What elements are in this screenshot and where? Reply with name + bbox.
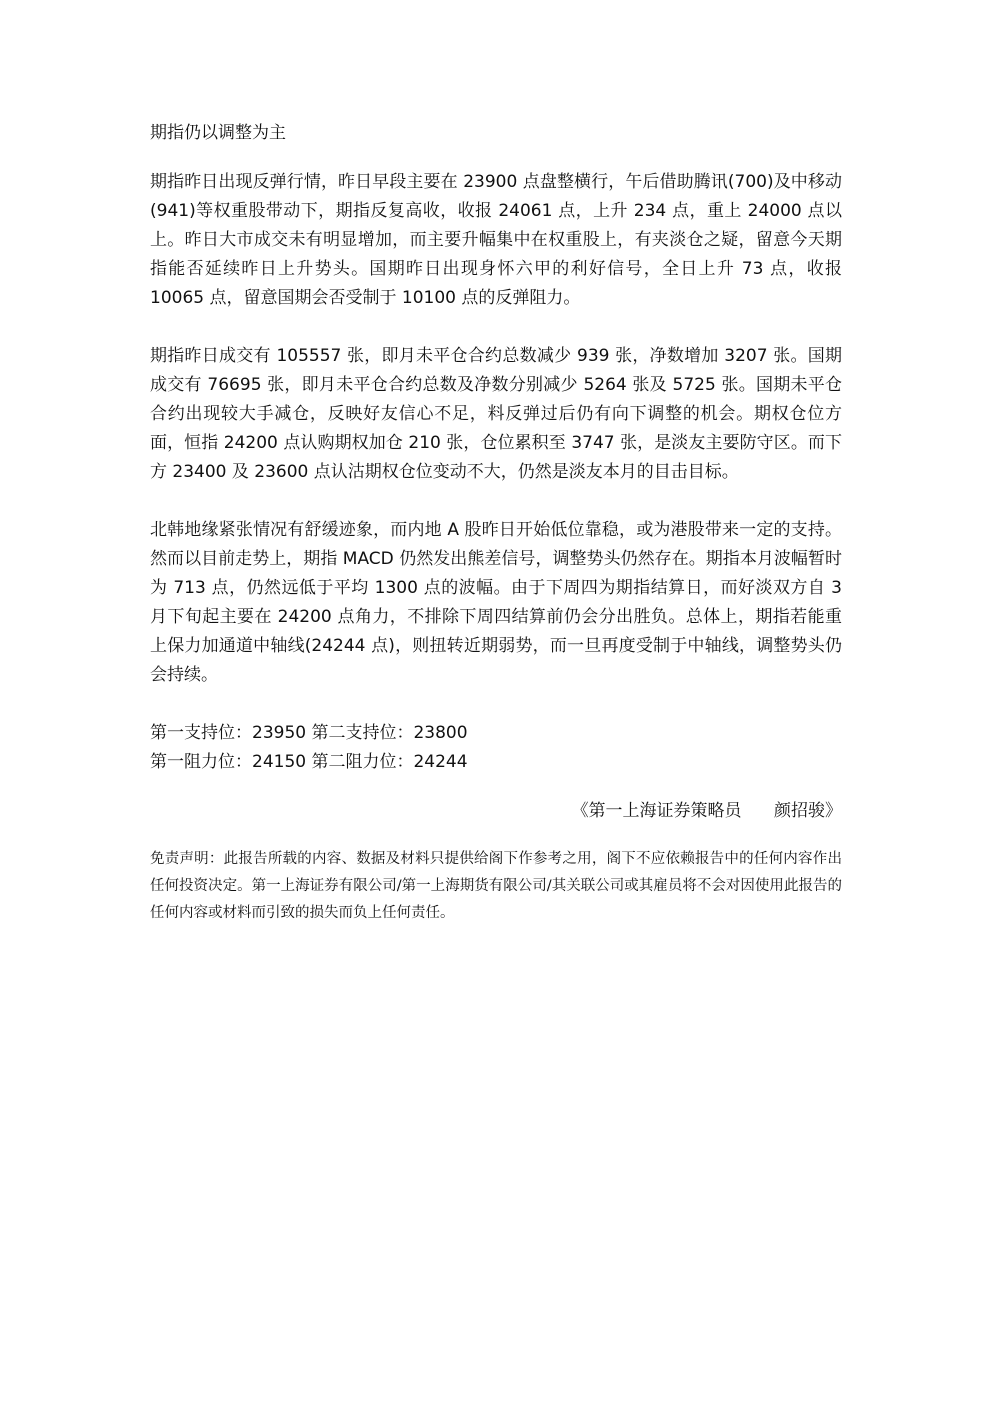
paragraph-market-review: 期指昨日出现反弹行情，昨日早段主要在 23900 点盘整横行，午后借助腾讯(700)及中移动(941)等权重股带动下，期指反复高收，收报 24061 点，上升 234 点，重上 24000 点以上。昨日大市成交未有明显增加，而主要升幅集中在权重股上，有夹淡仓之疑，留意今天期指能否延续昨日上升势头。国期昨日出现身怀六甲的利好信号，全日上升 73 点，收报 10065 点，留意国期会否受制于 10100 点的反弹阻力。 bbox=[150, 172, 842, 308]
paragraph-outlook: 北韩地缘紧张情况有舒缓迹象，而内地 A 股昨日开始低位靠稳，或为港股带来一定的支持。然而以目前走势上，期指 MACD 仍然发出熊差信号，调整势头仍然存在。期指本月波幅暂时为 713 点，仍然远低于平均 1300 点的波幅。由于下周四为期指结算日，而好淡双方自 3 月下旬起主要在 24200 点角力，不排除下周四结算前仍会分出胜负。总体上，期指若能重上保力加通道中轴线(24244 点)，则扭转近期弱势，而一旦再度受制于中轴线，调整势头仍会持续。 bbox=[150, 520, 842, 685]
paragraph-open-interest: 期指昨日成交有 105557 张，即月未平仓合约总数减少 939 张，净数增加 3207 张。国期成交有 76695 张，即月未平仓合约总数及净数分别减少 5264 张及 5725 张。国期未平仓合约出现较大手减仓，反映好友信心不足，料反弹过后仍有向下调整的机会。期权仓位方面，恒指 24200 点认购期权加仓 210 张，仓位累积至 3747 张，是淡友主要防守区。而下方 23400 及 23600 点认沽期权仓位变动不大，仍然是淡友本月的目击目标。 bbox=[150, 346, 842, 482]
support-resistance-levels bbox=[150, 719, 842, 777]
document-title: 期指仍以调整为主 bbox=[150, 123, 286, 143]
support-levels: 第一支持位：23950 第二支持位：23800 bbox=[150, 723, 468, 743]
resistance-levels: 第一阻力位：24150 第二阻力位：24244 bbox=[150, 752, 468, 772]
disclaimer: 免责声明：此报告所载的内容、数据及材料只提供给阁下作参考之用，阁下不应依赖报告中的任何内容作出任何投资决定。第一上海证券有限公司/第一上海期货有限公司/其关联公司或其雇员将不会对因使用此报告的任何内容或材料而引致的损失而负上任何责任。 bbox=[150, 851, 842, 921]
author-signature: 《第一上海证券策略员 颜招骏》 bbox=[571, 801, 842, 821]
document-page bbox=[150, 118, 842, 927]
